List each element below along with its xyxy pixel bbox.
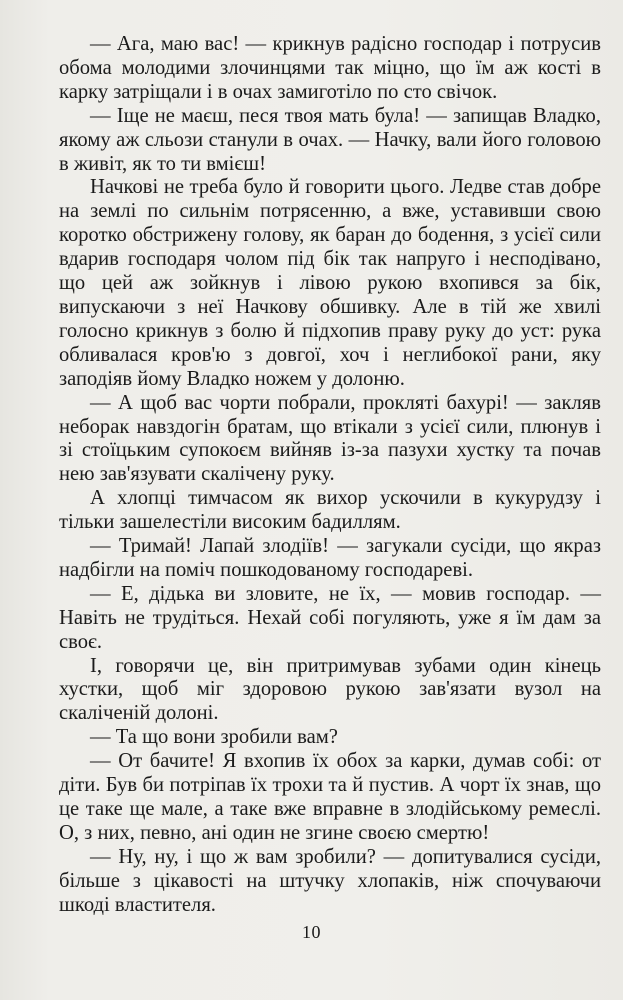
paragraph: — Тримай! Лапай злодіїв! — загукали сусіди, що якраз надбігли на поміч пошкодованому господареві. <box>59 535 601 581</box>
paragraph: — Е, дідька ви зловите, не їх, — мовив господар. — Навіть не трудіться. Нехай собі погуляють, уже я їм дам за своє. <box>59 582 601 653</box>
page-number: 10 <box>302 922 321 942</box>
paragraph: — Та що вони зробили вам? <box>90 726 338 749</box>
paragraph: А хлопці тимчасом як вихор ускочили в кукурудзу і тільки зашелестіли високим бадиллям. <box>59 487 601 534</box>
page-body <box>59 33 601 918</box>
paragraph: Начкові не треба було й говорити цього. Ледве став добре на землі по сильнім потрясенню, а вже, уставивши свою коротко обстрижену голову, як баран до бодення, з усієї сили вдарив господаря чолом під бік так напруго і несподівано, що цей аж зойкнув і лівою рукою вхопився за бік, випускаючи з неї Начкову обшивку. Але в тій же хвилі голосно крикнув з болю й підхопив праву руку до уст: рука обливалася кров'ю з довгої, хоч і неглибокої рани, яку заподіяв йому Владко ножем у долоню. <box>59 176 601 390</box>
paragraph: — А щоб вас чорти побрали, прокляті бахурі! — закляв неборак навздогін братам, що втікали з усієї сили, плюнув і зі стоїцьким супокоєм вийняв із-за пазухи хустку та почав нею зав'язувати скалічену руку. <box>59 391 601 486</box>
paragraph: — Ну, ну, і що ж вам зробили? — допитувалися сусіди, більше з цікавості на штучку хлопаків, ніж спочуваючи шкоді властителя. <box>59 845 601 916</box>
paragraph: — Ага, маю вас! — крикнув радісно господар і потрусив обома молодими злочинцями так міцно, що їм аж кості в карку затріщали і в очах замиготіло по сто свічок. <box>59 33 601 103</box>
paragraph: — Іще не маєш, песя твоя мать була! — запищав Владко, якому аж сльози станули в очах. — Начку, вали його головою в живіт, як то ти вмієш! <box>59 104 601 175</box>
paragraph: І, говорячи це, він притримував зубами один кінець хустки, щоб міг здоровою рукою зав'язати вузол на скаліченій долоні. <box>59 654 601 725</box>
paragraph: — От бачите! Я вхопив їх обох за карки, думав собі: от діти. Був би потріпав їх трохи та й пустив. А чорт їх знав, що це таке ще мале, а таке вже вправне в злодійському ремеслі. О, з них, певно, ані один не згине своєю смертю! <box>59 750 601 844</box>
